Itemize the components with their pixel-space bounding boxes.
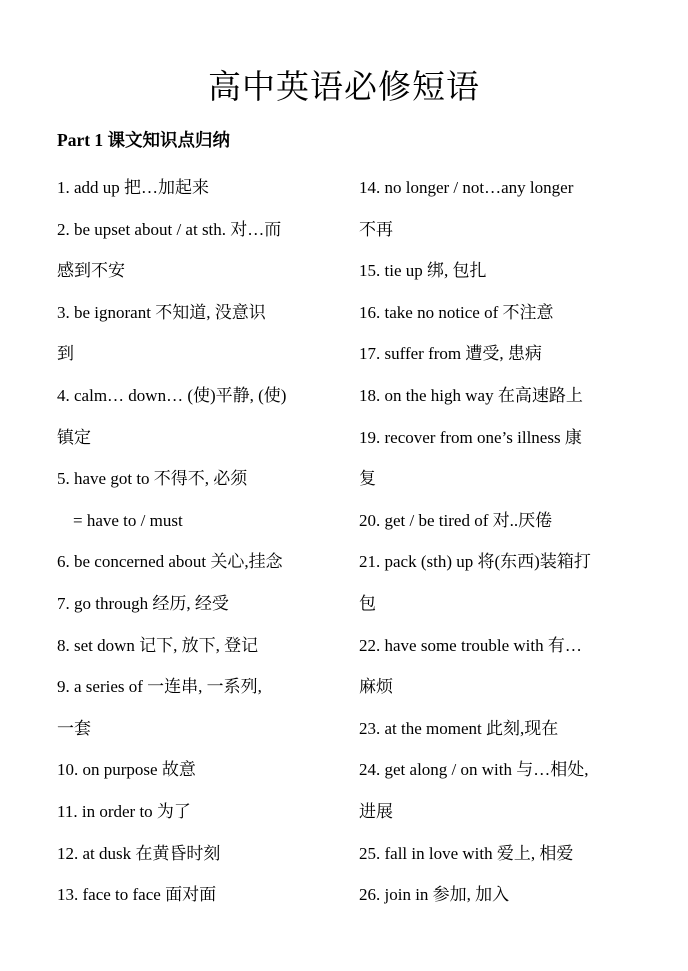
phrase-line: 不再 <box>359 219 393 239</box>
phrase-line: 17. suffer from 遭受, 患病 <box>359 344 542 364</box>
phrase-line: 23. at the moment 此刻,现在 <box>359 718 559 738</box>
phrase-line: 10. on purpose 故意 <box>57 760 196 780</box>
phrase-line: 25. fall in love with 爱上, 相爱 <box>359 843 574 863</box>
phrase-line: 进展 <box>359 801 393 821</box>
phrase-line: 4. calm… down… (使)平静, (使) <box>57 385 287 405</box>
phrase-line: 16. take no notice of 不注意 <box>359 302 554 322</box>
left-column <box>57 167 333 916</box>
phrase-line: 麻烦 <box>359 677 393 697</box>
phrase-line: 8. set down 记下, 放下, 登记 <box>57 635 259 655</box>
phrase-line: 26. join in 参加, 加入 <box>359 885 510 905</box>
phrase-line: 1. add up 把…加起来 <box>57 178 210 197</box>
phrase-line: 11. in order to 为了 <box>57 801 191 821</box>
phrase-line: 6. be concerned about 关心,挂念 <box>57 552 283 572</box>
phrase-line: 到 <box>57 344 74 364</box>
phrase-line: 2. be upset about / at sth. 对…而 <box>57 219 282 239</box>
section-heading: Part 1 课文知识点归纳 <box>57 130 231 150</box>
phrase-line: 9. a series of 一连串, 一系列, <box>57 677 262 697</box>
phrase-line: 20. get / be tired of 对..厌倦 <box>359 510 553 530</box>
phrase-line: 3. be ignorant 不知道, 没意识 <box>57 302 266 322</box>
phrase-line: 21. pack (sth) up 将(东西)装箱打 <box>359 552 591 572</box>
phrase-line: 24. get along / on with 与…相处, <box>359 760 589 780</box>
page-title: 高中英语必修短语 <box>208 70 480 106</box>
phrase-line: 12. at dusk 在黄昏时刻 <box>57 843 221 863</box>
phrase-line: 22. have some trouble with 有… <box>359 635 582 655</box>
phrase-line: 感到不安 <box>57 261 125 281</box>
phrase-line: 14. no longer / not…any longer <box>359 178 574 197</box>
phrase-line: 15. tie up 绑, 包扎 <box>359 261 487 281</box>
phrase-line: 18. on the high way 在高速路上 <box>359 385 583 405</box>
phrase-line: 包 <box>359 593 376 613</box>
phrase-line: 7. go through 经历, 经受 <box>57 593 229 613</box>
phrase-line: 5. have got to 不得不, 必须 <box>57 469 248 489</box>
phrase-line: 13. face to face 面对面 <box>57 885 217 905</box>
phrase-line: 19. recover from one’s illness 康 <box>359 427 582 447</box>
phrase-line: 镇定 <box>57 427 91 447</box>
phrase-line: 一套 <box>57 718 91 738</box>
phrase-line: = have to / must <box>73 510 183 530</box>
right-column <box>359 167 635 916</box>
phrase-line: 复 <box>359 469 376 489</box>
